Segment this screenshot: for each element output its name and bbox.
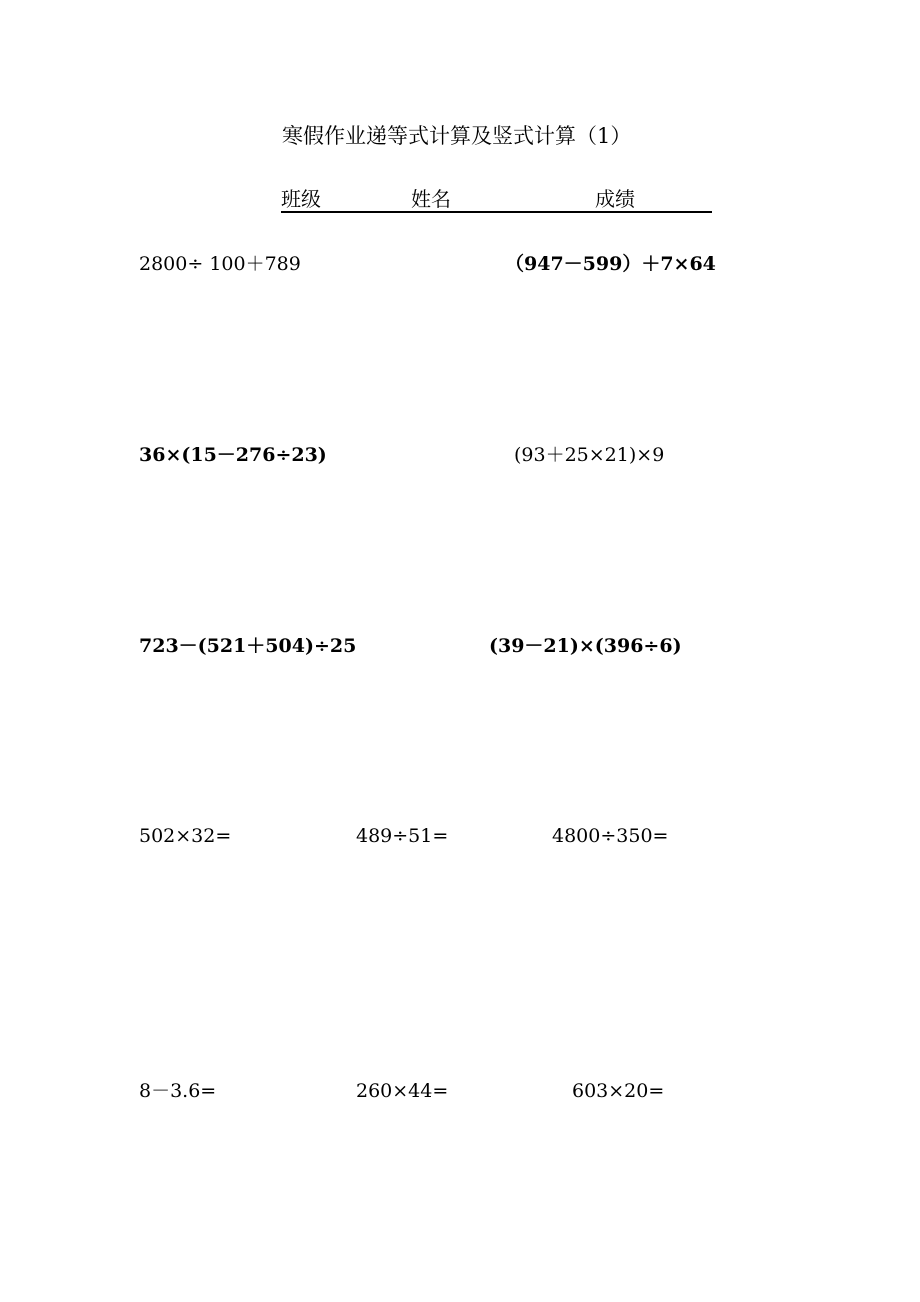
problem-5-middle: 260×44= — [356, 1080, 449, 1102]
problem-3-left: 723－(521＋504)÷25 — [139, 635, 357, 657]
class-label: 班级 — [281, 187, 321, 211]
problem-2-left: 36×(15－276÷23) — [139, 444, 327, 466]
problem-5-right: 603×20= — [572, 1080, 665, 1102]
problem-2-right: (93＋25×21)×9 — [514, 444, 665, 466]
problem-4-left: 502×32= — [139, 825, 232, 847]
problem-text: 2800÷ 100＋789 — [139, 253, 301, 275]
student-info-line — [281, 187, 712, 213]
page-title: 寒假作业递等式计算及竖式计算（1） — [282, 124, 632, 148]
score-label: 成绩 — [595, 187, 635, 211]
name-label: 姓名 — [411, 187, 451, 211]
problem-3-right: (39－21)×(396÷6) — [489, 635, 682, 657]
problem-5-left: 8－3.6= — [139, 1080, 217, 1102]
problem-4-right: 4800÷350= — [552, 825, 669, 847]
problem-4-middle: 489÷51= — [356, 825, 449, 847]
problem-1-left — [139, 255, 301, 274]
problem-1-right: （947－599）＋7×64 — [505, 253, 716, 275]
